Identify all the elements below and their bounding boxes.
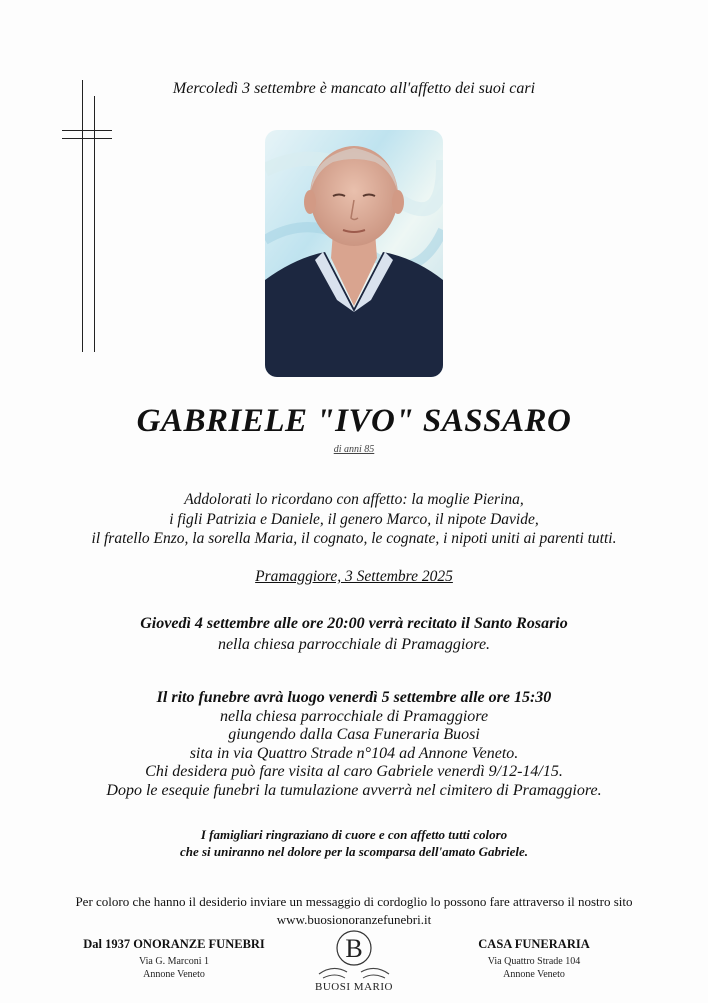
funeral-headline: Il rito funebre avrà luogo venerdì 5 settembre alle ore 15:30	[156, 689, 552, 706]
footer-right-title: CASA FUNERARIA	[478, 937, 590, 951]
thanks-note	[0, 826, 708, 860]
rosary-location: nella chiesa parrocchiale di Pramaggiore.	[217, 636, 491, 653]
footer-right-street: Via Quattro Strade 104	[487, 956, 581, 967]
footer-right-address	[424, 955, 644, 981]
funeral-line: nella chiesa parrocchiale di Pramaggiore	[219, 707, 489, 725]
cross-icon-bar	[62, 130, 112, 131]
contact-text: Per coloro che hanno il desiderio inviare un messaggio di cordoglio lo possono fare attraverso il nostro sito	[75, 894, 633, 909]
rosary-headline: Giovedì 4 settembre alle ore 20:00 verrà recitato il Santo Rosario	[140, 615, 568, 632]
footer-left-address	[64, 955, 284, 981]
funeral-line: giungendo dalla Casa Funeraria Buosi	[228, 726, 480, 743]
deceased-name: GABRIELE "IVO" SASSARO	[136, 403, 572, 439]
logo-brand: BUOSI MARIO	[315, 981, 393, 993]
announcement-line: il fratello Enzo, la sorella Maria, il cognato, le cognate, i nipoti uniti ai parenti tutti.	[91, 530, 617, 547]
funeral-notice	[0, 689, 708, 800]
logo-letter: B	[345, 934, 363, 963]
announcement-line: i figli Patrizia e Daniele, il genero Marco, il nipote Davide,	[169, 510, 539, 528]
footer-right	[424, 937, 644, 981]
contact-info	[0, 893, 708, 929]
funeral-line: Dopo le esequie funebri la tumulazione avverrà nel cimitero di Pramaggiore.	[106, 781, 602, 799]
thanks-line: che si uniranno nel dolore per la scomparsa dell'amato Gabriele.	[179, 844, 529, 859]
cross-icon-line	[94, 96, 95, 352]
cross-icon-bar	[62, 138, 112, 139]
footer-right-city: Annone Veneto	[503, 969, 565, 980]
funeral-line: Chi desidera può fare visita al caro Gabriele venerdì 9/12-14/15.	[145, 763, 563, 780]
announcement-line: Addolorati lo ricordano con affetto: la moglie Pierina,	[184, 491, 524, 508]
funeral-line: sita in via Quattro Strade n°104 ad Annone Veneto.	[189, 744, 519, 762]
family-announcement	[0, 490, 708, 549]
rosary-notice	[0, 613, 708, 655]
footer-left-street: Via G. Marconi 1	[139, 956, 209, 967]
thanks-line: I famigliari ringraziano di cuore e con affetto tutti coloro	[200, 827, 508, 842]
deceased-photo	[265, 130, 443, 377]
deceased-age: di anni 85	[333, 444, 375, 455]
footer-left	[64, 937, 284, 981]
cross-icon	[82, 80, 83, 352]
buosi-logo	[313, 928, 395, 998]
intro-text: Mercoledì 3 settembre è mancato all'affetto dei suoi cari	[172, 80, 536, 97]
footer-left-title: Dal 1937 ONORANZE FUNEBRI	[83, 937, 265, 951]
place-date: Pramaggiore, 3 Settembre 2025	[255, 568, 453, 585]
website-link[interactable]: www.buosionoranzefunebri.it	[276, 912, 432, 927]
footer-left-city: Annone Veneto	[143, 969, 205, 980]
